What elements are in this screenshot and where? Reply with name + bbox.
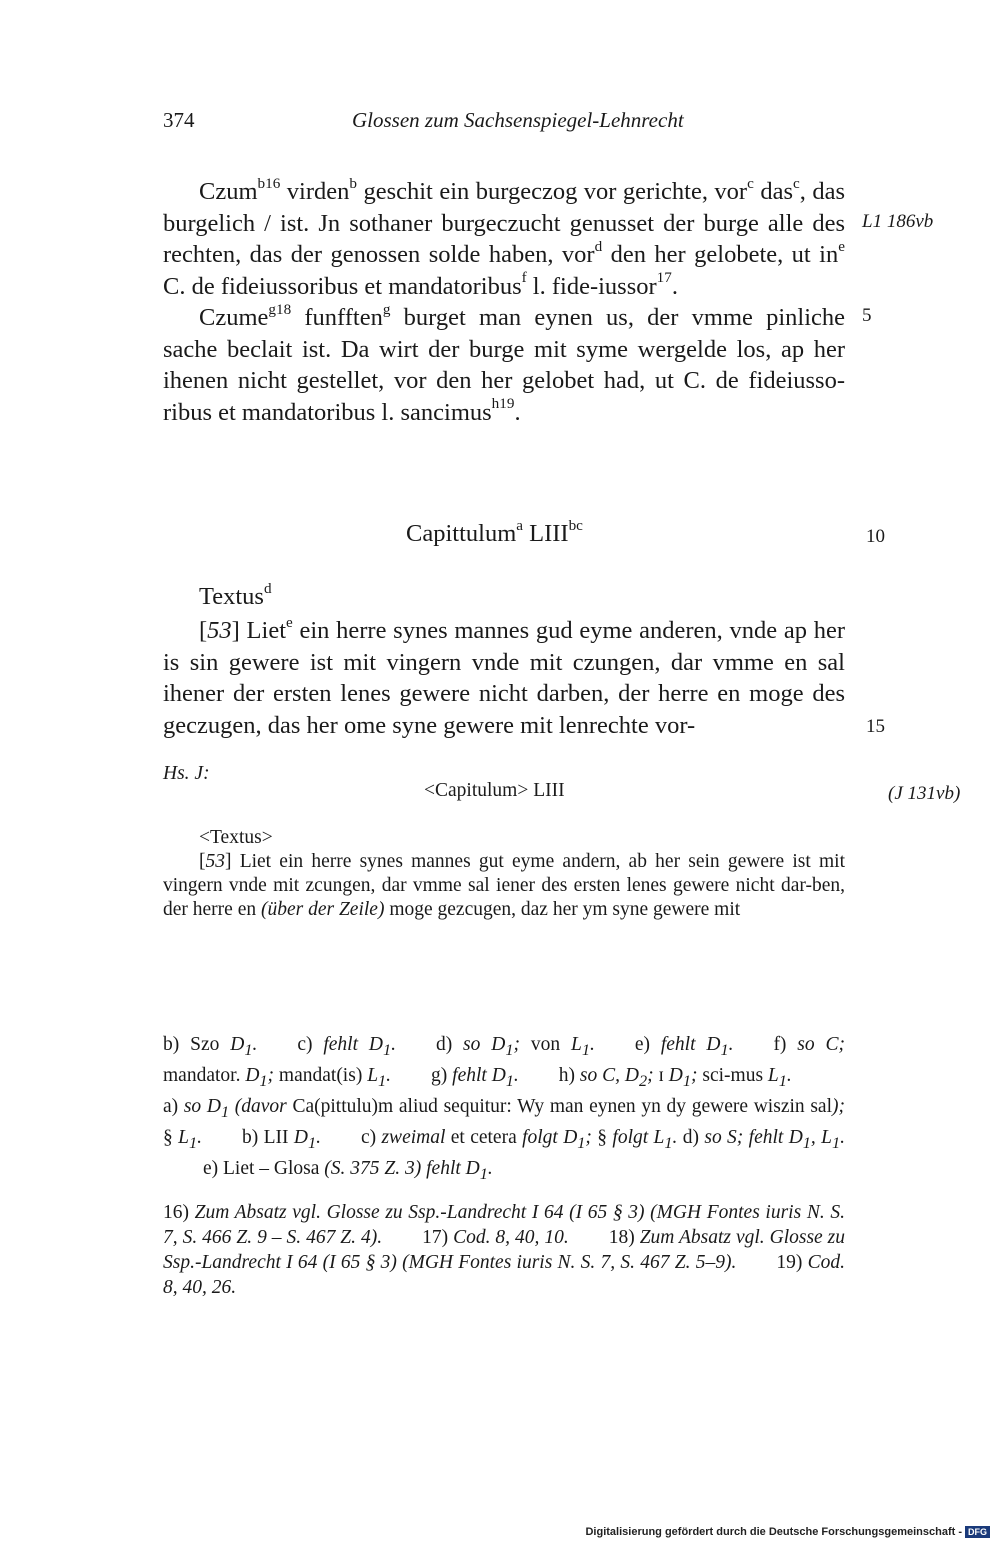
page-number: 374	[163, 108, 195, 132]
margin-ref-l1: L1 186vb	[862, 211, 934, 232]
gloss-paragraph-1: Czum$^{b16}$ virden$^b$ geschit ein burgeczog vor gerichte, vor$^c$ das$^c$, das burgelich / ist. Jn sothaner burgeczucht genusset der burge alle des rechten, das der genossen solde haben, vor$^d$ den her gelobete, ut $in^e$ C. de fideiussoribus et mandatoribus$^f$ l. fide-iussor$^{17}$. Czume$^{g18}$ funfften$^g$ burget man eynen us, der vmme pinliche sache beclait ist. Da wirt der burge mit syme wergelde los, ap her ihenen nicht gestellet, vor den her gelobet had, ut C. de fideiusso-ribus et mandatoribus l. sancimus$^{h19}$.	[163, 174, 845, 426]
textus-paragraph: [53] Liet$^e$ ein herre synes mannes gud eyme anderen, vnde ap her is sin gewere ist mit vingern vnde mit czungen, dar vmme en sal ihener der ersten lenes gewere nicht darben, der herre en moge des geczugen, das her ome syne gewere mit lenrechte vor-	[163, 613, 845, 739]
hs-j-text: [53] Liet ein herre synes mannes gut eyme andern, ab her sein gewere ist mit vingern vnde mit zcungen, dar vmme sal iener des ersten lenes gewere nicht dar-ben, der herre en (über der Zeile) moge gezcugen, daz her ym syne gewere mit	[163, 851, 845, 920]
hs-j-label: Hs. J:	[163, 763, 210, 784]
dfg-logo: DFG	[965, 1526, 990, 1538]
hs-j-heading: <Capitulum> LIII	[424, 780, 565, 801]
chapter-heading: Capittulum$^a$ $LIII^{bc}$	[406, 516, 583, 547]
textus-label: Textus$^d$	[199, 579, 272, 610]
running-title: Glossen zum Sachsenspiegel-Lehnrecht	[352, 108, 684, 132]
hs-j-textus: <Textus>	[199, 827, 273, 848]
line-number-10: 10	[866, 526, 885, 547]
chapter-heading-number: LIII	[529, 520, 569, 547]
line-number-5: 5	[862, 305, 872, 326]
chapter-heading-label: Capittulum	[406, 520, 517, 547]
apparatus-notes: b) Szo $D_1$. c) fehlt $D_1$. d) so $D_1$; von $L_1$. e) fehlt $D_1$. f) so C; mandator. $D_1$; mandat(is) $L_1$. g) fehlt $D_1$. h) so C, $D_2$; ɪ $D_1$; sci-mus $L_1$. a) so $D_1$ (davor Ca(pittulu)m aliud sequitur: Wy man eynen yn dy gewere wiszin sal); § $L_1$. b) LII $D_1$. c) zweimal et cetera folgt $D_1$; § folgt $L_1$. d) so S; fehlt $D_1$, $L_1.e$) Liet – Glosa (S. 375 Z. 3) fehlt $D_1$.	[163, 1034, 845, 1183]
source-notes: 16) Zum Absatz vgl. Glosse zu Ssp.-Landrecht I 64 (I 65 § 3) (MGH Fontes iuris N. S. 7, S. 466 Z. 9 – S. 467 Z. 4). 17) Cod. 8, 40, 10. 18) Zum Absatz vgl. Glosse zu Ssp.-Landrecht I 64 (I 65 § 3) (MGH Fontes iuris N. S. 7, S. 467 Z. 5–9). 19) Cod. 8, 40, 26.	[163, 1202, 846, 1298]
line-number-15: 15	[866, 716, 885, 737]
digitization-footer	[585, 1526, 990, 1538]
digitization-text: Digitalisierung gefördert durch die Deutsche Forschungsgemeinschaft -	[585, 1526, 962, 1538]
margin-ref-j: (J 131vb)	[888, 783, 961, 804]
